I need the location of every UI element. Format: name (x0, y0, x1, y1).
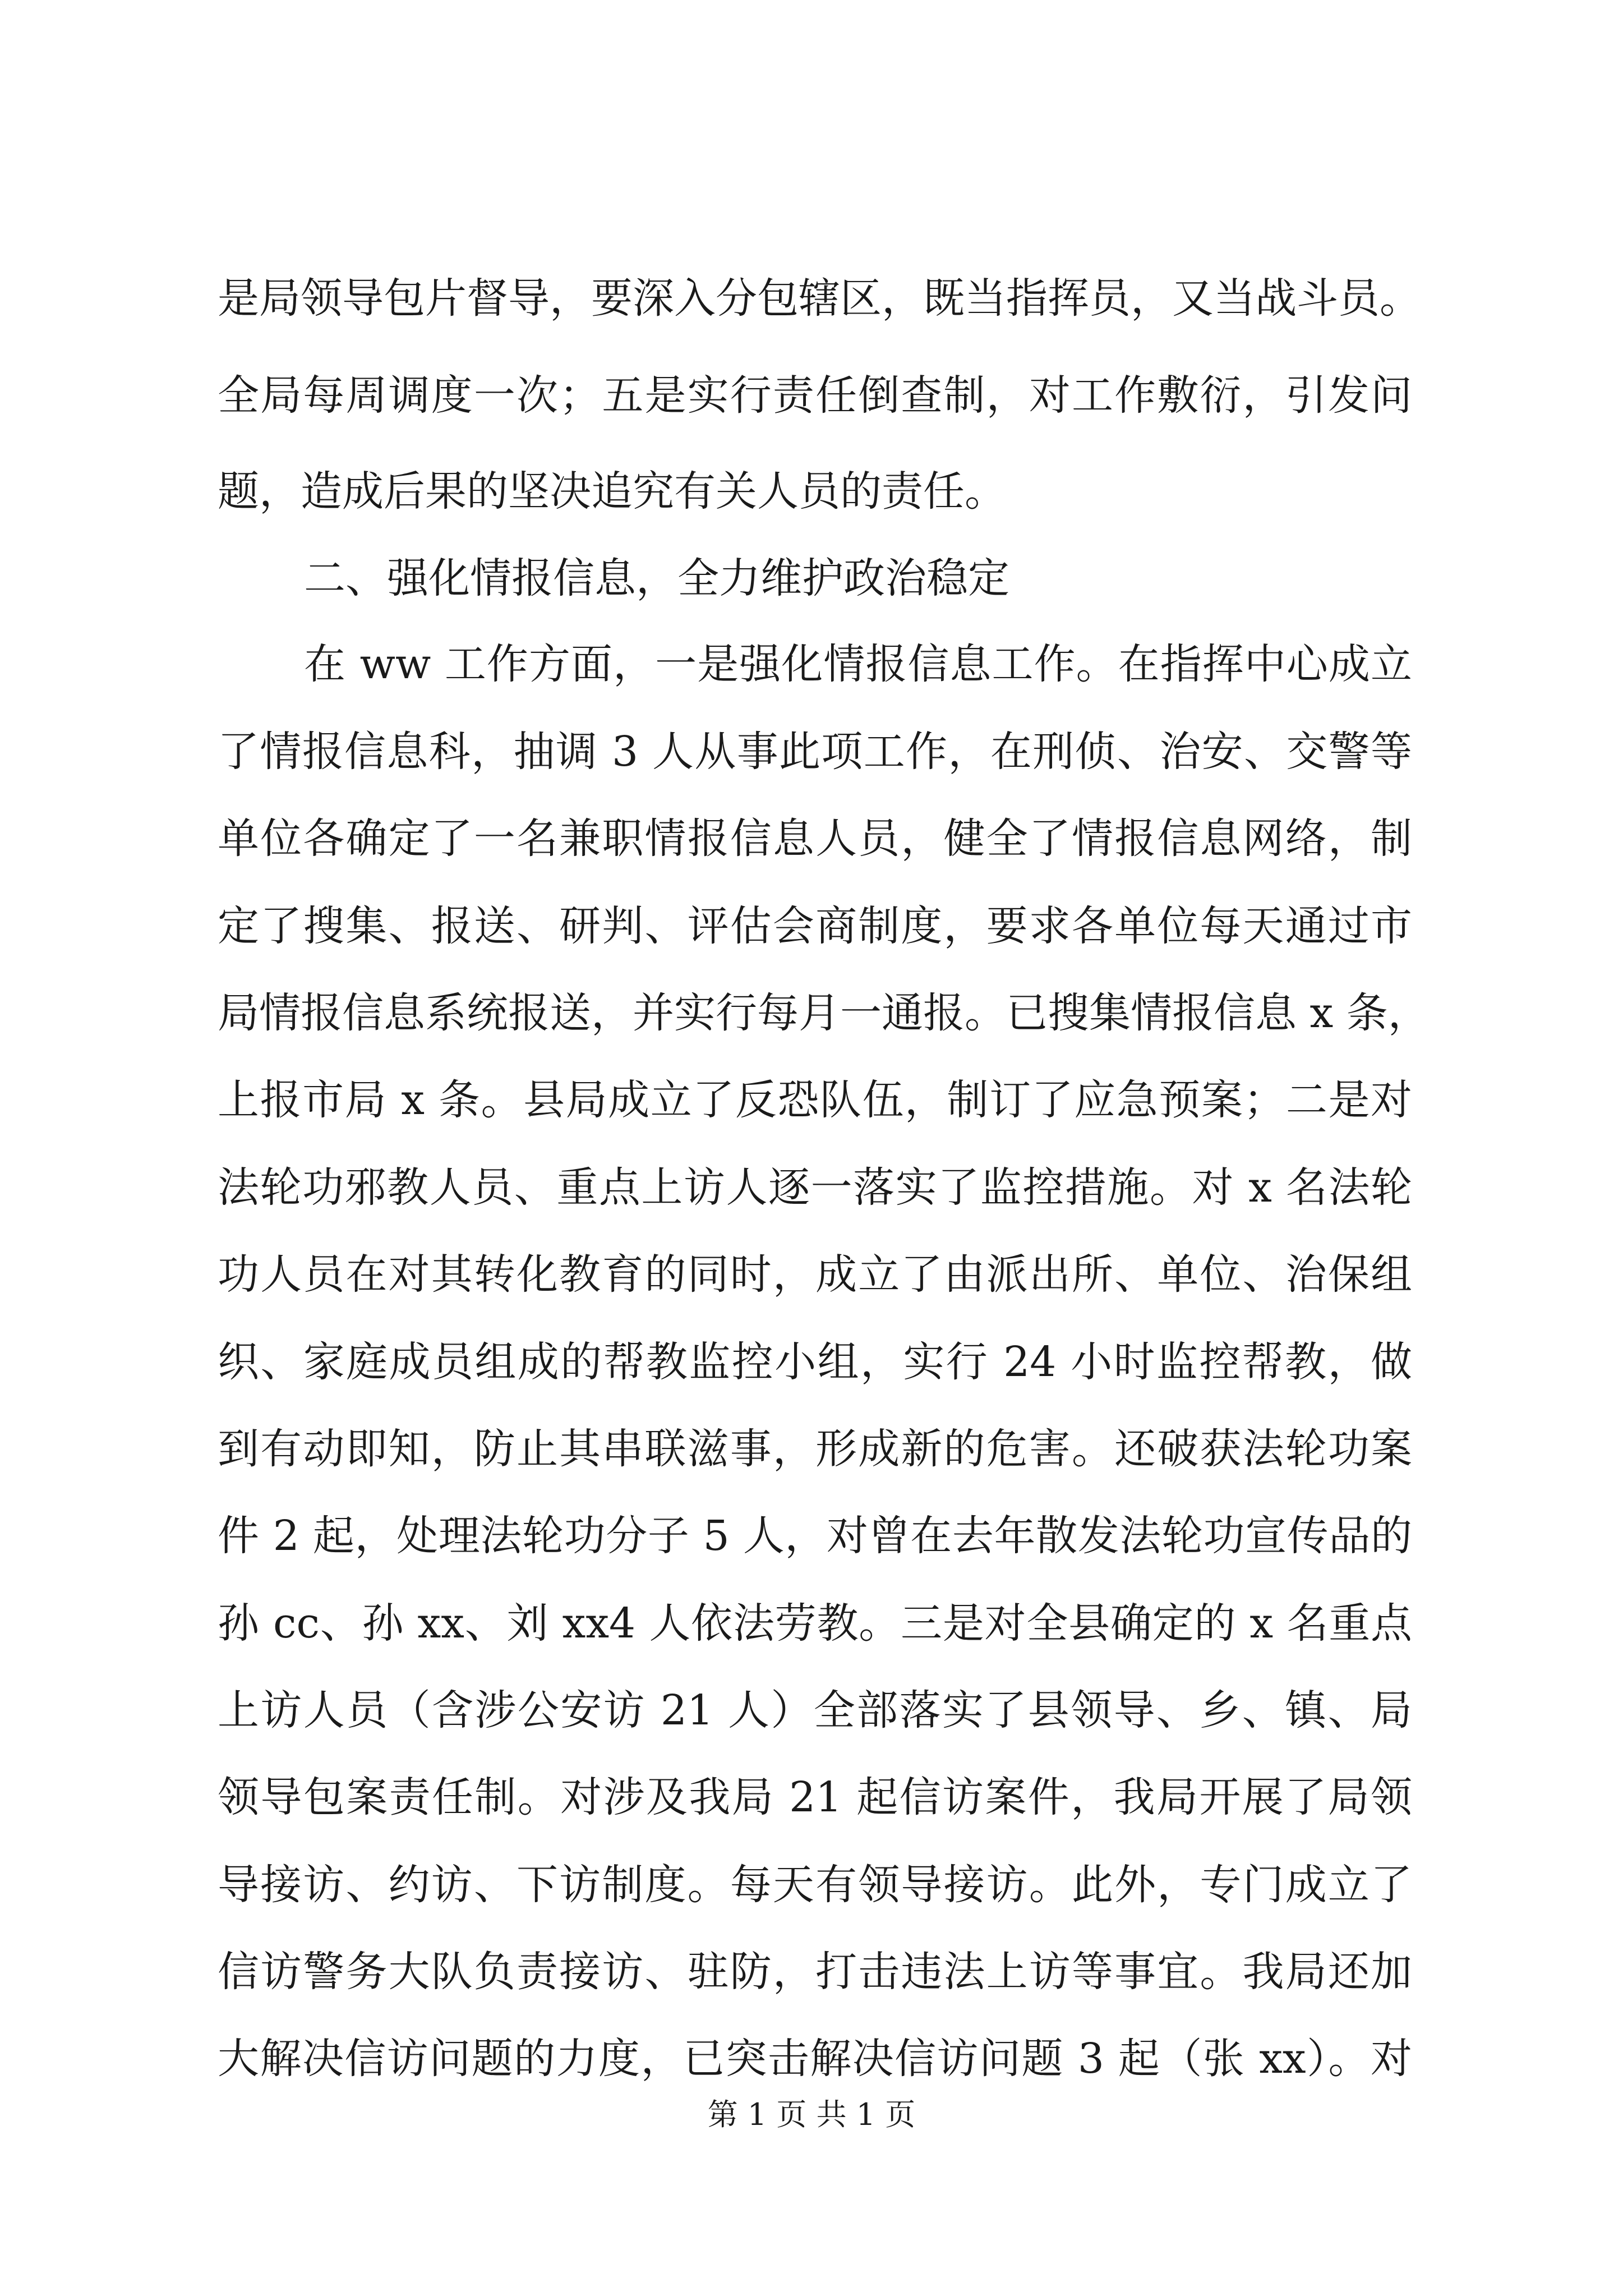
body-line: 功人员在对其转化教育的同时，成立了由派出所、单位、治保组 (218, 1250, 1412, 1299)
body-line: 导接访、约访、下访制度。每天有领导接访。此外，专门成立了 (218, 1861, 1412, 1909)
body-line: 件 2 起，处理法轮功分子 5 人，对曾在去年散发法轮功宣传品的 (218, 1512, 1412, 1560)
body-line: 定了搜集、报送、研判、评估会商制度，要求各单位每天通过市 (218, 902, 1412, 950)
body-line: 织、家庭成员组成的帮教监控小组，实行 24 小时监控帮教，做 (218, 1338, 1412, 1386)
body-line: 题，造成后果的坚决追究有关人员的责任。 (218, 467, 1006, 516)
body-line: 法轮功邪教人员、重点上访人逐一落实了监控措施。对 x 名法轮 (218, 1163, 1412, 1212)
body-line: 单位各确定了一名兼职情报信息人员，健全了情报信息网络，制 (218, 815, 1412, 863)
body-line: 到有动即知，防止其串联滋事，形成新的危害。还破获法轮功案 (218, 1425, 1412, 1473)
body-line: 在 ww 工作方面，一是强化情报信息工作。在指挥中心成立 (304, 640, 1412, 688)
body-line: 信访警务大队负责接访、驻防，打击违法上访等事宜。我局还加 (218, 1948, 1412, 1996)
body-line: 上访人员（含涉公安访 21 人）全部落实了县领导、乡、镇、局 (218, 1686, 1412, 1734)
body-line: 孙 cc、孙 xx、刘 xx4 人依法劳教。三是对全县确定的 x 名重点 (218, 1599, 1412, 1648)
page-footer: 第 1 页 共 1 页 (707, 2097, 916, 2132)
body-line: 领导包案责任制。对涉及我局 21 起信访案件，我局开展了局领 (218, 1773, 1412, 1821)
body-line: 是局领导包片督导，要深入分包辖区，既当指挥员，又当战斗员。 (218, 274, 1421, 323)
section-heading: 二、强化情报信息，全力维护政治稳定 (304, 554, 1009, 602)
body-line: 全局每周调度一次；五是实行责任倒查制，对工作敷衍，引发问 (218, 371, 1412, 420)
body-line: 了情报信息科，抽调 3 人从事此项工作，在刑侦、治安、交警等 (218, 728, 1412, 776)
body-line: 大解决信访问题的力度，已突击解决信访问题 3 起（张 xx）。对 (218, 2035, 1412, 2083)
body-line: 上报市局 x 条。县局成立了反恐队伍，制订了应急预案；二是对 (218, 1076, 1412, 1124)
body-line: 局情报信息系统报送，并实行每月一通报。已搜集情报信息 x 条， (218, 989, 1430, 1037)
